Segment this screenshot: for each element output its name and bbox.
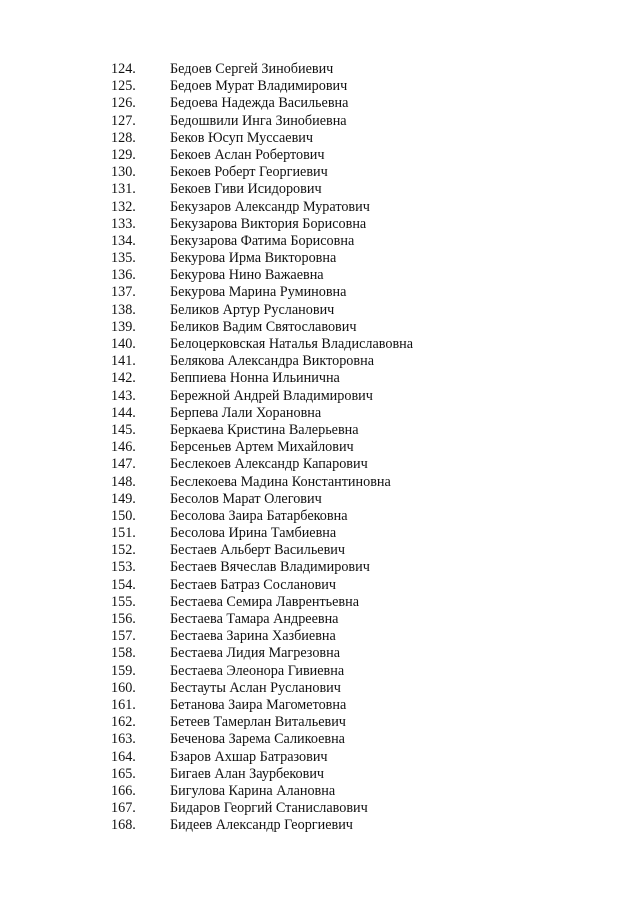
list-item [111,714,413,731]
entry-number: 125. [111,78,136,95]
entry-number: 161. [111,696,136,713]
list-item [111,456,413,473]
entry-name: Бережной Андрей Владимирович [170,387,373,404]
entry-name: Бекурова Нино Важаевна [170,267,324,284]
entry-name: Бестаева Тамара Андреевна [170,611,339,627]
list-item [111,353,413,370]
list-item [111,216,413,233]
entry-name: Беченова Зарема Саликоевна [170,731,345,748]
list-item [111,491,413,508]
list-item [111,525,413,542]
entry-number: 141. [111,353,136,370]
entry-number: 151. [111,525,136,542]
entry-number: 135. [111,250,136,267]
entry-name: Бестаева Семира Лаврентьевна [170,593,360,610]
entry-name: Бекузаров Александр Муратович [170,198,370,215]
list-item [111,336,413,353]
entry-name: Берсеньев Артем Михайлович [170,439,354,456]
list-item [111,542,413,559]
list-item [111,181,413,198]
entry-name: Беков Юсуп Муссаевич [170,129,314,146]
list-item [111,817,413,834]
list-item [111,147,413,164]
entry-name: Бестаев Альберт Васильевич [170,542,346,559]
entry-name: Бекоев Аслан Робертович [170,146,325,163]
entry-name: Бекурова Ирма Викторовна [170,250,337,267]
entry-number: 153. [111,559,136,576]
entry-number: 150. [111,507,136,524]
entry-number: 145. [111,421,136,438]
entry-number: 163. [111,731,136,748]
list-item [111,697,413,714]
entry-number: 155. [111,593,136,610]
entry-name: Бекоев Гиви Исидорович [170,181,322,198]
entry-name: Бетанова Заира Магометовна [170,696,347,713]
entry-name: Беслекоева Мадина Константиновна [170,473,391,490]
entry-number: 158. [111,645,136,662]
entry-number: 166. [111,782,136,799]
entry-name: Бекузарова Виктория Борисовна [170,215,367,232]
entry-number: 148. [111,473,136,490]
entry-name: Беркаева Кристина Валерьевна [170,421,359,438]
list-item [111,680,413,697]
list-item [111,800,413,817]
entry-name: Бестаев Вячеслав Владимирович [170,559,370,576]
list-item [111,766,413,783]
entry-name: Бесолов Марат Олегович [170,490,322,507]
entry-number: 147. [111,456,136,473]
entry-number: 137. [111,284,136,301]
list-item [111,422,413,439]
entry-name: Бекурова Марина Руминовна [170,284,347,301]
entry-number: 140. [111,336,136,352]
entry-name: Бедоев Мурат Владимирович [170,78,348,95]
entry-number: 157. [111,628,136,645]
list-item [111,164,413,181]
entry-name: Бзаров Ахшар Батразович [170,748,328,765]
entry-name: Беликов Вадим Святославович [170,318,357,335]
list-item [111,61,413,78]
entry-name: Бестауты Аслан Русланович [170,679,341,696]
entry-name: Бестаева Лидия Магрезовна [170,645,341,662]
list-item [111,594,413,611]
list-item [111,199,413,216]
entry-number: 132. [111,198,136,215]
entry-number: 149. [111,490,136,507]
list-item [111,319,413,336]
entry-number: 127. [111,112,136,129]
entry-number: 138. [111,301,136,318]
list-item [111,284,413,301]
entry-name: Бетеев Тамерлан Витальевич [170,714,346,731]
list-item [111,302,413,319]
entry-number: 154. [111,576,136,593]
entry-number: 162. [111,714,136,731]
entry-number: 167. [111,800,136,817]
entry-name: Беппиева Нонна Ильинична [170,370,340,387]
list-item [111,370,413,387]
list-item [111,267,413,284]
entry-number: 124. [111,61,136,77]
entry-number: 160. [111,679,136,696]
entry-number: 126. [111,95,136,112]
entry-name: Беликов Артур Русланович [170,301,335,318]
entry-number: 164. [111,748,136,765]
list-item [111,628,413,645]
list-item [111,731,413,748]
list-item [111,78,413,95]
entry-number: 142. [111,370,136,387]
entry-name: Бидеев Александр Георгиевич [170,817,353,834]
entry-number: 129. [111,146,136,163]
entry-name: Бекузарова Фатима Борисовна [170,232,355,249]
entry-name: Бедошвили Инга Зинобиевна [170,112,347,129]
list-item [111,439,413,456]
name-list [111,61,413,834]
entry-number: 143. [111,387,136,404]
entry-number: 134. [111,232,136,249]
entry-name: Бидаров Георгий Станиславович [170,800,368,817]
entry-number: 159. [111,662,136,679]
entry-number: 139. [111,318,136,335]
entry-name: Беслекоев Александр Капарович [170,456,368,473]
list-item [111,130,413,147]
entry-name: Бестаева Зарина Хазбиевна [170,628,336,645]
entry-number: 156. [111,611,136,627]
entry-number: 128. [111,129,136,146]
entry-name: Белякова Александра Викторовна [170,353,374,370]
list-item [111,113,413,130]
entry-name: Бесолова Заира Батарбековна [170,507,348,524]
entry-number: 144. [111,404,136,421]
list-item [111,474,413,491]
list-item [111,611,413,628]
list-item [111,559,413,576]
list-item [111,645,413,662]
entry-number: 168. [111,817,136,834]
list-item [111,405,413,422]
list-item [111,95,413,112]
list-item [111,250,413,267]
list-item [111,577,413,594]
entry-name: Белоцерковская Наталья Владиславовна [170,336,414,352]
entry-name: Бестаева Элеонора Гивиевна [170,662,345,679]
list-item [111,783,413,800]
entry-name: Бедоева Надежда Васильевна [170,95,349,112]
list-item [111,508,413,525]
entry-name: Бигаев Алан Заурбекович [170,765,325,782]
entry-name: Бигулова Карина Алановна [170,782,336,799]
entry-number: 133. [111,215,136,232]
list-item [111,388,413,405]
entry-number: 131. [111,181,136,198]
entry-number: 146. [111,439,136,456]
entry-name: Берпева Лали Хорановна [170,404,322,421]
entry-number: 165. [111,765,136,782]
entry-name: Бедоев Сергей Зинобиевич [170,61,334,77]
list-item [111,663,413,680]
list-item [111,749,413,766]
entry-number: 152. [111,542,136,559]
entry-name: Бестаев Батраз Сосланович [170,576,336,593]
entry-number: 130. [111,164,136,181]
list-item [111,233,413,250]
entry-name: Бесолова Ирина Тамбиевна [170,525,337,542]
entry-number: 136. [111,267,136,284]
entry-name: Бекоев Роберт Георгиевич [170,164,328,181]
